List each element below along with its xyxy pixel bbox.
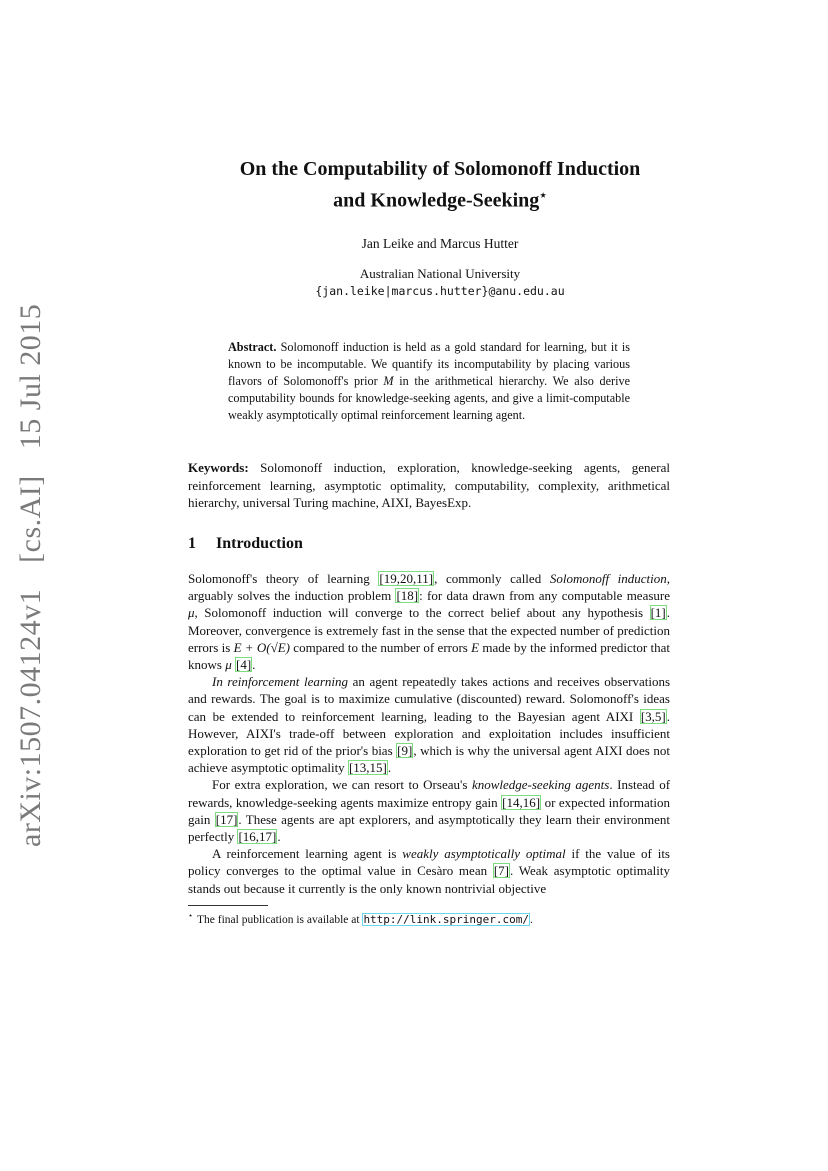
- p1-math-error-bound: E + O(√E): [233, 639, 290, 655]
- section-title: Introduction: [216, 535, 303, 552]
- arxiv-id[interactable]: arXiv:1507.04124v1: [14, 588, 47, 847]
- p1-text: . Moreover, convergence is extremely fast in the sense that the expected number of prediction errors is: [188, 605, 671, 655]
- title-footnote-marker[interactable]: ⋆: [539, 188, 547, 202]
- title-line-2: [150, 182, 730, 214]
- citation-link[interactable]: [1]: [650, 605, 666, 621]
- p2-emphasis: In reinforcement learning: [212, 674, 349, 690]
- abstract: [228, 339, 630, 424]
- abstract-math-M: M: [383, 374, 394, 388]
- citation-link[interactable]: [18]: [396, 588, 419, 604]
- footnote-text: The final publication is available at: [197, 913, 360, 926]
- footnote-end: .: [530, 913, 533, 926]
- p3-text: .: [277, 829, 281, 845]
- citation-link[interactable]: [3,5]: [640, 708, 666, 724]
- citation-link[interactable]: [14,16]: [502, 794, 541, 810]
- paragraph-3: [188, 776, 670, 845]
- p4-text: A reinforcement learning agent is: [212, 846, 397, 862]
- p3-text: . These agents are apt explorers, and asymptotically they learn their environment perfectly: [188, 811, 670, 845]
- paragraph-4: [188, 845, 670, 897]
- affiliation: Australian National University: [359, 266, 521, 281]
- title-line-1: On the Computability of Solomonoff Induction: [239, 158, 641, 180]
- p1-math-mu: μ: [225, 657, 232, 673]
- p3-text: For extra exploration, we can resort to Orseau's: [212, 777, 468, 793]
- paragraph-2: [188, 673, 670, 776]
- title-line-2-text: and Knowledge-Seeking: [333, 189, 540, 212]
- p2-text: .: [387, 760, 392, 776]
- section-heading: [188, 535, 303, 553]
- citation-link[interactable]: [4]: [235, 657, 252, 673]
- p1-text: Solomonoff's theory of learning: [188, 571, 370, 586]
- p3-emphasis: knowledge-seeking agents: [471, 777, 610, 793]
- section-number: 1: [188, 535, 196, 552]
- abstract-text-2: in the arithmetical hierarchy. We also derive computability bounds for knowledge-seeking agents, and give a limit-computable weakly asymptotically optimal reinforcement learning agent.: [228, 374, 630, 422]
- introduction-body: [188, 570, 670, 897]
- p1-emphasis: Solomonoff induction: [549, 571, 667, 586]
- citation-link[interactable]: [9]: [397, 743, 413, 759]
- authors: Jan Leike and Marcus Hutter: [361, 236, 519, 251]
- arxiv-identifier-stamp: [14, 303, 54, 847]
- citation-link[interactable]: [17]: [215, 811, 238, 827]
- p4-emphasis: weakly asymptotically optimal: [402, 846, 566, 862]
- p1-text: , commonly called: [434, 571, 542, 586]
- footnote-marker: ⋆: [188, 911, 194, 920]
- p1-text: compared to the number of errors: [293, 639, 468, 655]
- keywords: [188, 459, 670, 512]
- citation-link[interactable]: [19,20,11]: [379, 571, 434, 586]
- paper-title: [150, 156, 730, 214]
- p1-text: : for data drawn from any computable measure: [419, 588, 671, 604]
- p1-math-mu: μ: [188, 605, 195, 621]
- citation-link[interactable]: [13,15]: [348, 760, 387, 776]
- paragraph-1: [188, 570, 670, 673]
- p1-text: .: [252, 657, 256, 673]
- p1-math-E: E: [471, 639, 480, 655]
- arxiv-date: 15 Jul 2015: [14, 303, 47, 450]
- p2-text: an agent repeatedly takes actions and receives observations and rewards. The goal is to maximize cumulative (discounted) reward. Solomonoff's ideas can be extended to reinforcement learning, leading to the Bayesian agent AIXI: [188, 674, 671, 724]
- p3-text: . Instead of rewards, knowledge-seeking agents maximize entropy gain: [188, 777, 671, 810]
- p2-text: , which is why the universal agent AIXI does not achieve asymptotic optimality: [188, 743, 670, 776]
- footnote-divider: [188, 905, 268, 906]
- keywords-text: Solomonoff induction, exploration, knowledge-seeking agents, general reinforcement learning, asymptotic optimality, computability, complexity, arithmetical hierarchy, universal Turing machine, AIXI, BayesExp.: [188, 460, 671, 510]
- p1-text: made by the informed predictor that knows: [188, 639, 670, 673]
- footnote: [188, 911, 670, 926]
- author-emails: {jan.leike|marcus.hutter}@anu.edu.au: [315, 284, 565, 298]
- abstract-text-1: Solomonoff induction is held as a gold standard for learning, but it is known to be incomputable. We quantify its incomputability by placing various flavors of Solomonoff's prior: [228, 340, 631, 388]
- abstract-label: Abstract.: [228, 340, 277, 354]
- p2-text: . However, AIXI's trade-off between exploration and exploitation includes insufficient exploration to get rid of the prior's bias: [188, 708, 671, 759]
- citation-link[interactable]: [7]: [493, 863, 510, 879]
- citation-link[interactable]: [16,17]: [238, 829, 277, 845]
- keywords-label: Keywords:: [188, 460, 249, 475]
- p3-text: or expected information gain: [188, 794, 670, 827]
- p4-text: if the value of its policy converges to the optimal value in Cesàro mean: [188, 846, 670, 879]
- p4-text: . Weak asymptotic optimality stands out because it currently is the only known nontrivial objective: [188, 863, 671, 896]
- p1-text: , arguably solves the induction problem: [188, 571, 671, 604]
- arxiv-category: [cs.AI]: [14, 475, 47, 563]
- p1-text: , Solomonoff induction will converge to the correct belief about any hypothesis: [194, 605, 644, 621]
- springer-url-link[interactable]: http://link.springer.com/: [363, 912, 530, 926]
